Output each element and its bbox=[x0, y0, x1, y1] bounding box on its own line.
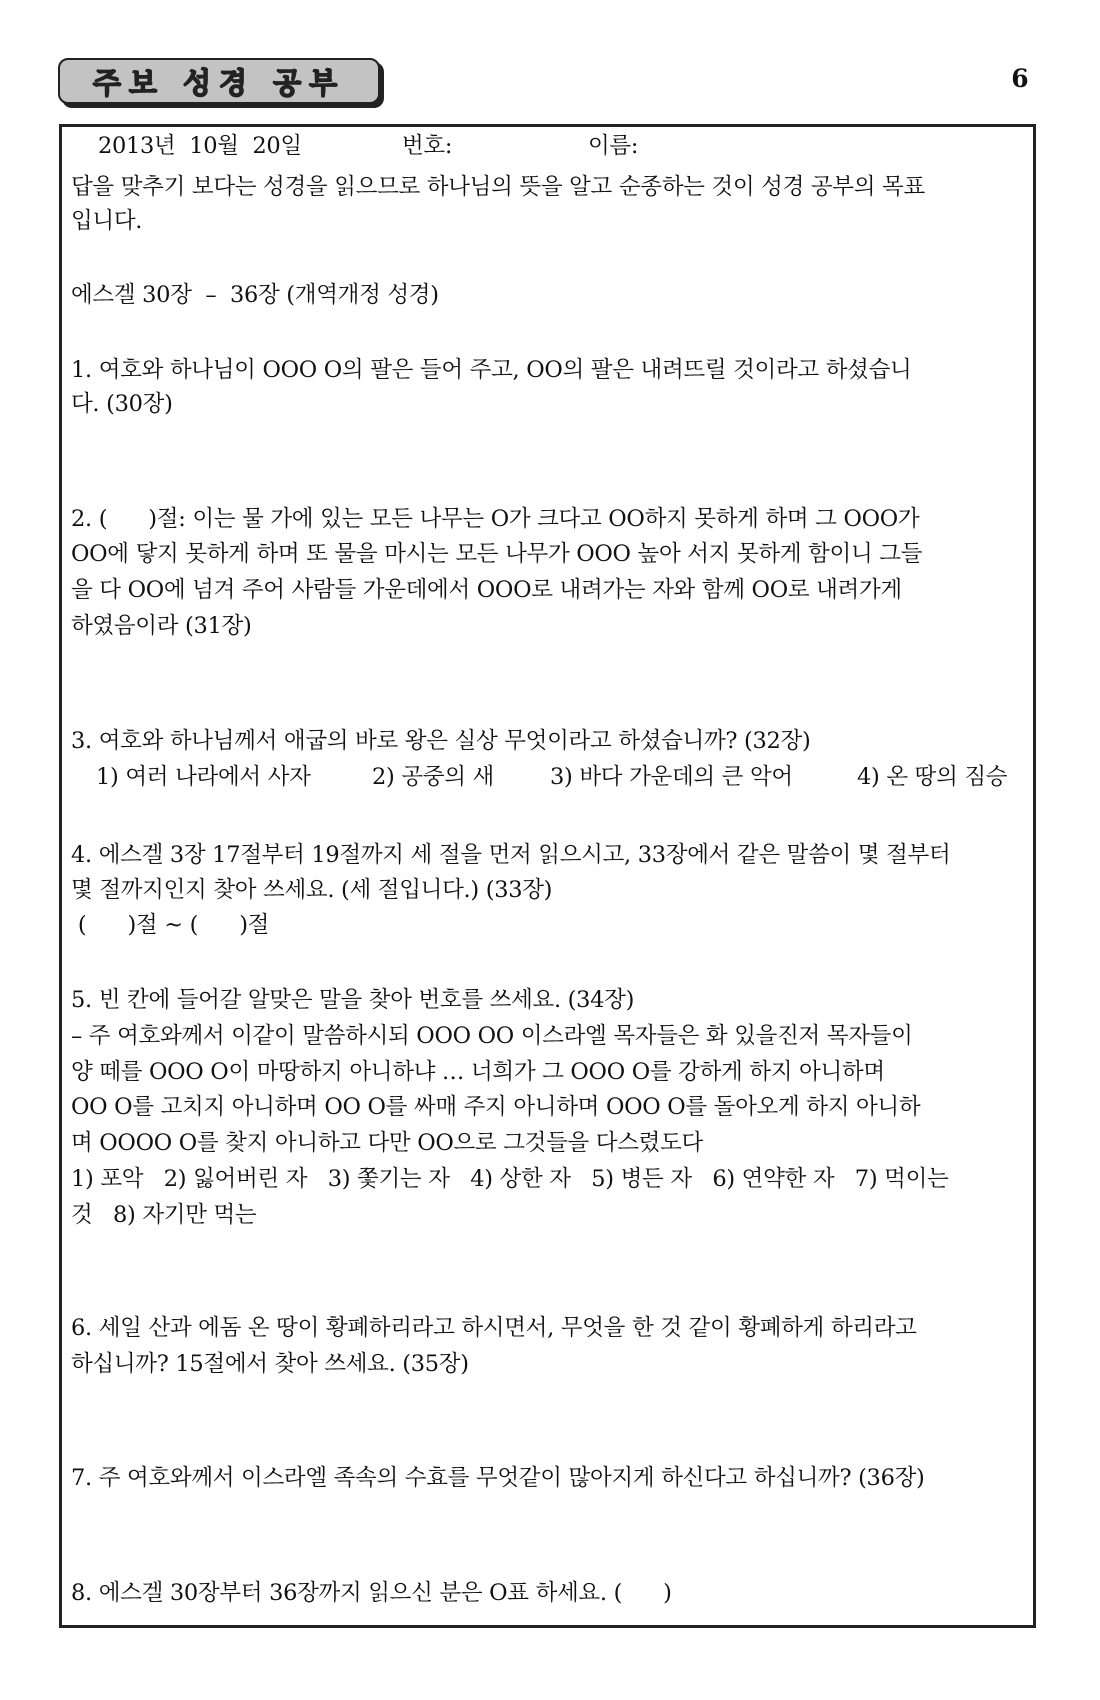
question-5-line-5: 며 OOOO O를 찾지 아니하고 다만 OO으로 그것들을 다스렸도다 bbox=[71, 1130, 703, 1156]
number-label: 번호: bbox=[402, 133, 453, 159]
question-5-line-3: 양 떼를 OOO O이 마땅하지 아니하냐 … 너희가 그 OOO O를 강하게 하지 아니하며 bbox=[71, 1059, 885, 1085]
question-8-text: 8. 에스겔 30장부터 36장까지 읽으신 분은 O표 하세요. ( ) bbox=[71, 1580, 672, 1606]
question-3-text: 3. 여호와 하나님께서 애굽의 바로 왕은 실상 무엇이라고 하셨습니까? (32장) bbox=[71, 728, 811, 754]
question-5-line-1: 5. 빈 칸에 들어갈 알맞은 말을 찾아 번호를 쓰세요. (34장) bbox=[71, 987, 635, 1013]
question-5-line-4: OO O를 고치지 아니하며 OO O를 싸매 주지 아니하며 OOO O를 돌아오게 하지 아니하 bbox=[71, 1094, 921, 1120]
question-4-line-2: 몇 절까지인지 찾아 쓰세요. (세 절입니다.) (33장) bbox=[71, 877, 553, 903]
section-title-tab bbox=[58, 58, 380, 104]
question-1-line-1: 1. 여호와 하나님이 OOO O의 팔은 들어 주고, OO의 팔은 내려뜨릴 것이라고 하셨습니 bbox=[71, 357, 912, 383]
question-5-line-2: – 주 여호와께서 이같이 말씀하시되 OOO OO 이스라엘 목자들은 화 있을진저 목자들이 bbox=[71, 1023, 913, 1049]
section-title: 주보 성경 공부 bbox=[92, 65, 346, 100]
question-2-line-1: 2. ( )절: 이는 물 가에 있는 모든 나무는 O가 크다고 OO하지 못하게 하며 그 OOO가 bbox=[71, 506, 920, 532]
question-3-option-1: 1) 여러 나라에서 사자 bbox=[96, 764, 311, 790]
question-4-answer-blanks: ( )절 ~ ( )절 bbox=[71, 912, 270, 938]
name-label: 이름: bbox=[588, 133, 639, 159]
question-2-line-2: OO에 닿지 못하게 하며 또 물을 마시는 모든 나무가 OOO 높아 서지 못하게 함이니 그들 bbox=[71, 541, 923, 567]
intro-line-1: 답을 맞추기 보다는 성경을 읽으므로 하나님의 뜻을 알고 순종하는 것이 성경 공부의 목표 bbox=[71, 174, 925, 200]
question-2-line-4: 하였음이라 (31장) bbox=[71, 613, 252, 639]
question-6-line-1: 6. 세일 산과 에돔 온 땅이 황폐하리라고 하시면서, 무엇을 한 것 같이 황폐하게 하리라고 bbox=[71, 1315, 917, 1341]
question-2-line-3: 을 다 OO에 넘겨 주어 사람들 가운데에서 OOO로 내려가는 자와 함께 OO로 내려가게 bbox=[71, 577, 902, 603]
date-text: 2013년 10월 20일 bbox=[98, 133, 302, 159]
question-4-line-1: 4. 에스겔 3장 17절부터 19절까지 세 절을 먼저 읽으시고, 33장에서 같은 말씀이 몇 절부터 bbox=[71, 842, 951, 868]
question-3-option-2: 2) 공중의 새 bbox=[372, 764, 494, 790]
intro-line-2: 입니다. bbox=[71, 208, 143, 234]
question-3-option-3: 3) 바다 가운데의 큰 악어 bbox=[550, 764, 793, 790]
question-5-choices-line-2: 것 8) 자기만 먹는 bbox=[71, 1202, 257, 1228]
question-7-text: 7. 주 여호와께서 이스라엘 족속의 수효를 무엇같이 많아지게 하신다고 하십니까? (36장) bbox=[71, 1465, 925, 1491]
scripture-scope: 에스겔 30장 – 36장 (개역개정 성경) bbox=[71, 282, 439, 308]
question-3-option-4: 4) 온 땅의 짐승 bbox=[857, 764, 1008, 790]
question-6-line-2: 하십니까? 15절에서 찾아 쓰세요. (35장) bbox=[71, 1351, 469, 1377]
question-5-choices-line-1: 1) 포악 2) 잃어버린 자 3) 쫓기는 자 4) 상한 자 5) 병든 자 6) 연약한 자 7) 먹이는 bbox=[71, 1166, 949, 1192]
page-number: 6 bbox=[1011, 64, 1029, 93]
question-1-line-2: 다. (30장) bbox=[71, 391, 173, 417]
